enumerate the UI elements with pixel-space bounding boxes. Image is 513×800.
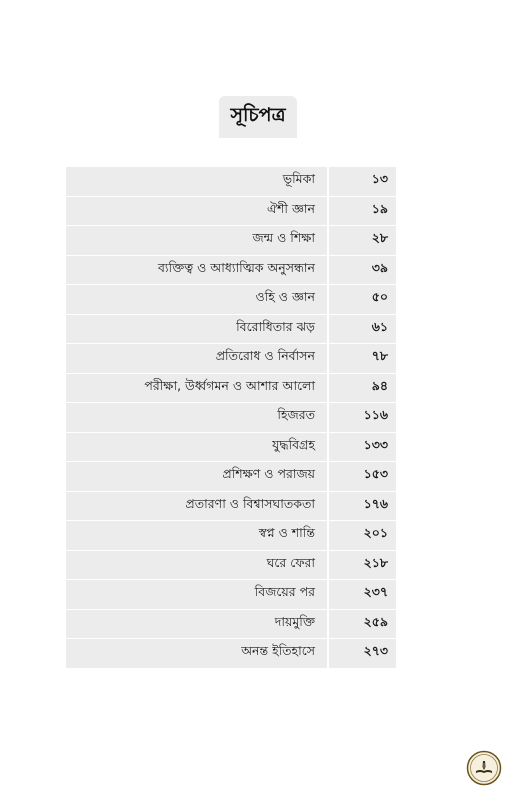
toc-row bbox=[66, 256, 396, 286]
toc-chapter-title: স্বপ্ন ও শান্তি bbox=[66, 521, 327, 551]
toc-chapter-title: পরীক্ষা, উর্ধ্বগমন ও আশার আলো bbox=[66, 374, 327, 404]
toc-page-number: ১৩৩ bbox=[329, 433, 396, 463]
toc-page-number: ২৭৩ bbox=[329, 639, 396, 669]
toc-row bbox=[66, 403, 396, 433]
toc-page-number: ১৭৬ bbox=[329, 492, 396, 522]
book-pen-emblem-icon bbox=[466, 750, 502, 786]
toc-row bbox=[66, 433, 396, 463]
toc-chapter-title: দায়মুক্তি bbox=[66, 610, 327, 640]
toc-row bbox=[66, 639, 396, 669]
toc-row bbox=[66, 315, 396, 345]
toc-chapter-title: যুদ্ধবিগ্রহ bbox=[66, 433, 327, 463]
toc-page-number: ৭৮ bbox=[329, 344, 396, 374]
toc-row bbox=[66, 551, 396, 581]
toc-page-number: ১৩ bbox=[329, 167, 396, 197]
toc-row bbox=[66, 492, 396, 522]
toc-chapter-title: প্রতিরোধ ও নির্বাসন bbox=[66, 344, 327, 374]
toc-heading-box bbox=[219, 96, 297, 138]
table-of-contents bbox=[66, 167, 396, 669]
toc-page-number: ৬১ bbox=[329, 315, 396, 345]
toc-page-number: ১৫৩ bbox=[329, 462, 396, 492]
toc-row bbox=[66, 610, 396, 640]
toc-chapter-title: জন্ম ও শিক্ষা bbox=[66, 226, 327, 256]
toc-chapter-title: ওহি ও জ্ঞান bbox=[66, 285, 327, 315]
toc-page-number: ১১৬ bbox=[329, 403, 396, 433]
toc-chapter-title: ভূমিকা bbox=[66, 167, 327, 197]
toc-page-number: ২৮ bbox=[329, 226, 396, 256]
toc-chapter-title: ব্যক্তিত্ব ও আধ্যাত্মিক অনুসন্ধান bbox=[66, 256, 327, 286]
toc-chapter-title: প্রতারণা ও বিশ্বাসঘাতকতা bbox=[66, 492, 327, 522]
toc-chapter-title: অনন্ত ইতিহাসে bbox=[66, 639, 327, 669]
toc-page-number: ৩৯ bbox=[329, 256, 396, 286]
toc-page-number: ৫০ bbox=[329, 285, 396, 315]
toc-row bbox=[66, 521, 396, 551]
toc-row bbox=[66, 580, 396, 610]
page-title: সূচিপত্র bbox=[230, 104, 286, 126]
toc-row bbox=[66, 374, 396, 404]
toc-row bbox=[66, 285, 396, 315]
toc-chapter-title: ঘরে ফেরা bbox=[66, 551, 327, 581]
toc-chapter-title: বিজয়ের পর bbox=[66, 580, 327, 610]
toc-row bbox=[66, 226, 396, 256]
toc-page-number: ২৫৯ bbox=[329, 610, 396, 640]
toc-chapter-title: বিরোধিতার ঝড় bbox=[66, 315, 327, 345]
toc-chapter-title: হিজরত bbox=[66, 403, 327, 433]
toc-page-number: ৯৪ bbox=[329, 374, 396, 404]
toc-row bbox=[66, 462, 396, 492]
toc-page-number: ২১৮ bbox=[329, 551, 396, 581]
toc-chapter-title: ঐশী জ্ঞান bbox=[66, 197, 327, 227]
toc-page-number: ২০১ bbox=[329, 521, 396, 551]
toc-page-number: ১৯ bbox=[329, 197, 396, 227]
toc-chapter-title: প্রশিক্ষণ ও পরাজয় bbox=[66, 462, 327, 492]
toc-row bbox=[66, 344, 396, 374]
toc-page-number: ২৩৭ bbox=[329, 580, 396, 610]
toc-row bbox=[66, 197, 396, 227]
toc-row bbox=[66, 167, 396, 197]
